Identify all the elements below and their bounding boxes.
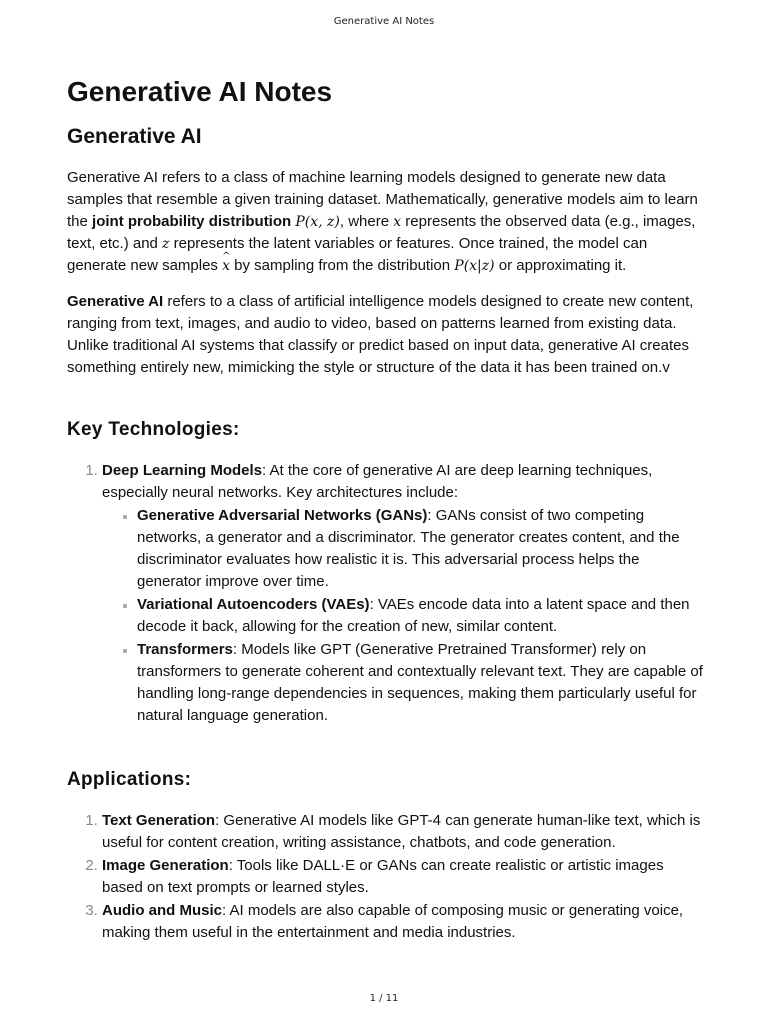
architecture-list — [102, 505, 707, 727]
intro-paragraph — [67, 167, 707, 277]
running-header: Generative AI Notes — [333, 16, 435, 27]
math-expression: P(x, z) — [295, 214, 340, 230]
math-expression: P(x|z) — [454, 258, 495, 274]
math-variable-hat: ^ x — [222, 255, 230, 277]
key-technologies-list — [67, 460, 707, 727]
bold-term: Generative AI — [67, 293, 164, 310]
item-title: Deep Learning Models — [102, 462, 263, 479]
list-item — [137, 639, 707, 727]
bold-term: joint probability distribution — [92, 213, 292, 230]
math-variable: x — [393, 214, 402, 230]
item-title: Text Generation — [102, 812, 216, 829]
paragraph-text: by sampling from the distribution — [230, 257, 455, 274]
math-variable: z — [162, 236, 170, 252]
paragraph-text: represents the observed data (e.g., images, text, etc.) and — [67, 213, 696, 252]
list-item — [137, 505, 707, 593]
item-text: : At the core of generative AI are deep learning techniques, especially neural networks. Key architectures include: — [102, 462, 653, 501]
item-text: : GANs consist of two competing networks, a generator and a discriminator. The generator creates content, and the discriminator evaluates how realistic it is. This adversarial process helps the generator improve over time. — [137, 507, 680, 590]
paragraph-text: Generative AI refers to a class of machine learning models designed to generate new data samples that resemble a given training dataset. Mathematically, generative models aim to learn the — [67, 169, 698, 230]
document-body — [67, 74, 707, 945]
item-text: : VAEs encode data into a latent space and then decode it back, allowing for the creation of new, similar content. — [137, 596, 690, 635]
definition-paragraph — [67, 291, 707, 379]
document-title: Generative AI Notes — [67, 76, 333, 107]
item-text: : Generative AI models like GPT-4 can generate human-like text, which is useful for content creation, writing assistance, chatbots, and code generation. — [102, 812, 701, 851]
section-title: Generative AI — [67, 125, 202, 148]
paragraph-text: refers to a class of artificial intelligence models designed to create new content, ranging from text, images, and audio to video, based on patterns learned from existing data. Unlike traditional AI systems that classify or predict based on input data, generative AI creates something entirely new, mimicking the style or structure of the data it has been trained on.v — [67, 293, 694, 376]
item-text: : Models like GPT (Generative Pretrained Transformer) rely on transformers to generate coherent and contextually relevant text. They are capable of handling long-range dependencies in sequences, making them particularly useful for natural language generation. — [137, 641, 703, 724]
paragraph-text: or approximating it. — [494, 257, 627, 274]
item-title: Variational Autoencoders (VAEs) — [137, 596, 370, 613]
list-item — [102, 900, 707, 944]
item-text: : Tools like DALL·E or GANs can create realistic or artistic images based on text prompts or learned styles. — [102, 857, 664, 896]
item-title: Audio and Music — [102, 902, 222, 919]
applications-list — [67, 810, 707, 944]
item-text: : AI models are also capable of composing music or generating voice, making them useful in the entertainment and media industries. — [102, 902, 684, 941]
list-item — [102, 855, 707, 899]
paragraph-text: represents the latent variables or features. Once trained, the model can generate new samples — [67, 235, 648, 274]
item-title: Image Generation — [102, 857, 229, 874]
list-item — [102, 810, 707, 854]
list-item — [102, 460, 707, 727]
page-number: 1 / 11 — [369, 993, 399, 1004]
paragraph-text: , where — [339, 213, 394, 230]
item-title: Transformers — [137, 641, 233, 658]
applications-heading: Applications: — [67, 769, 192, 790]
key-technologies-heading: Key Technologies: — [67, 419, 240, 440]
item-title: Generative Adversarial Networks (GANs) — [137, 507, 428, 524]
list-item — [137, 594, 707, 638]
